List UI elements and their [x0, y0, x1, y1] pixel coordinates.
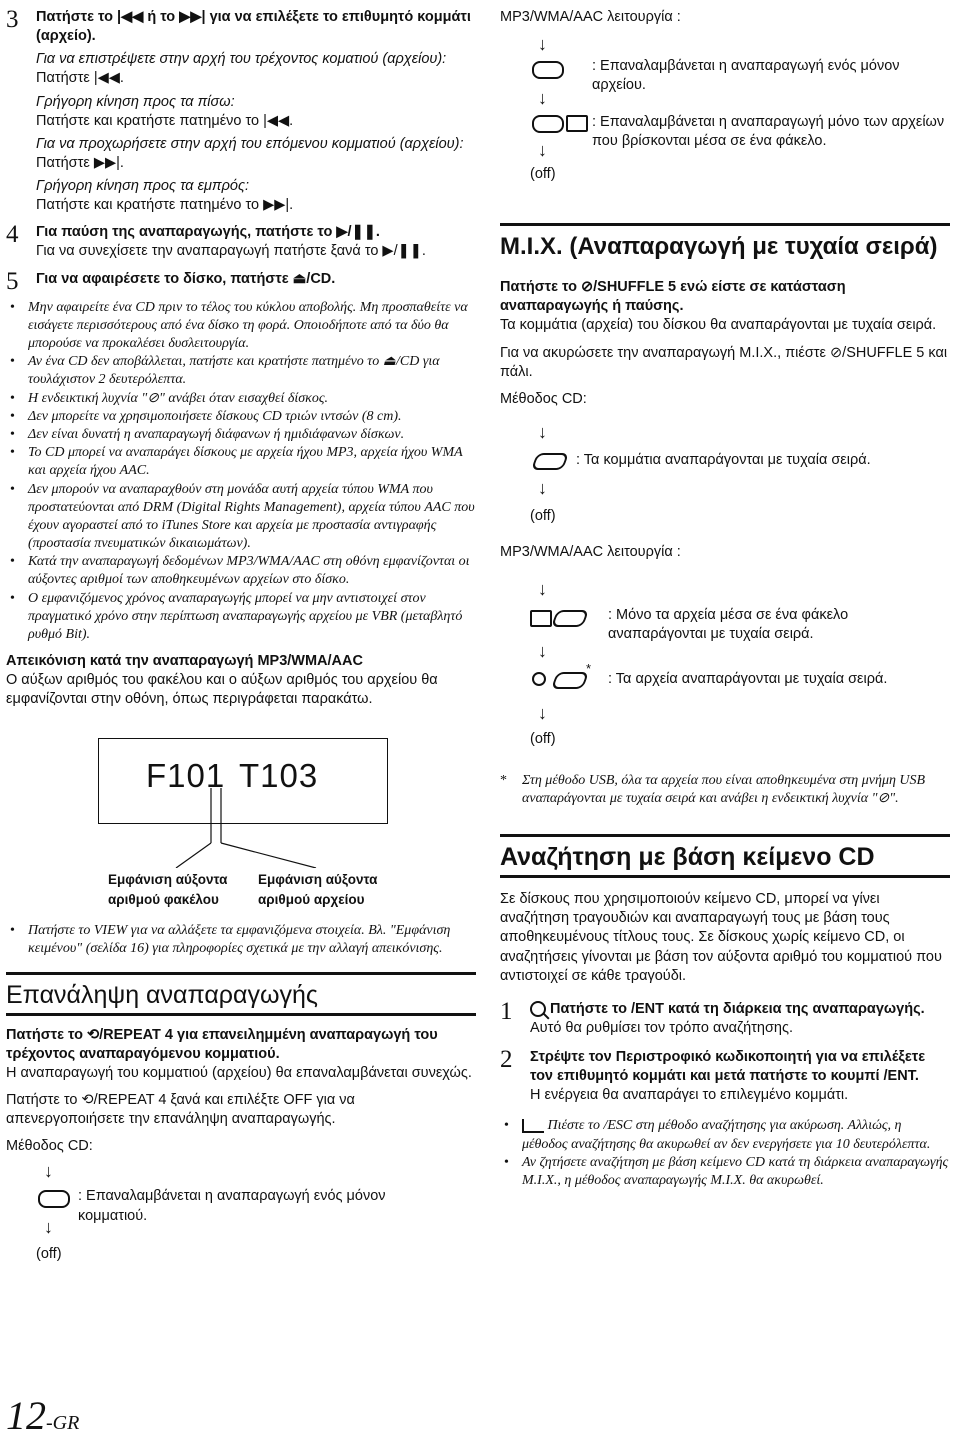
- off-label: (off): [36, 1246, 62, 1263]
- mp3-heading: MP3/WMA/AAC λειτουργία :: [500, 9, 681, 25]
- arrow-down-icon: ↓: [538, 579, 547, 599]
- note-item: • Κατά την αναπαραγωγή δεδομένων MP3/WMA/AAC στη οθόνη εμφανίζονται οι αύξοντες αριθμοί των αποθηκευμένων αρχείων στο δίσκο.: [6, 553, 476, 589]
- asterisk-mark: *: [500, 773, 507, 788]
- sub-body-1: Πατήστε |◀◀.: [36, 70, 124, 87]
- repeat-off: Πατήστε το ⟲/REPEAT 4 ξανά και επιλέξτε OFF για να απενεργοποιήσετε την επανάληψη αναπαραγωγής.: [6, 1092, 355, 1128]
- note-item: • Δεν μπορείτε να χρησιμοποιήσετε δίσκους CD τριών ιντσών (8 cm).: [6, 408, 476, 426]
- folder-number-text: F101: [146, 756, 226, 794]
- sub-instructions: [6, 50, 476, 215]
- folder-icon: [530, 610, 552, 627]
- shuffle-icon: [551, 610, 589, 627]
- shuffle-icon: [551, 672, 589, 689]
- note-item: • Δεν μπορούν να αναπαραχθούν στη μονάδα αυτή αρχεία τύπου WMA που προστατεύονται από DRM (Digital Rights Management), αρχεία τύπου AAC που έχουν αγοραστεί από το iTunes Store και αρχεία με προστασία αντιγραφής (προστασία πνευματικών δικαιωμάτων).: [6, 481, 476, 554]
- left-column: [6, 8, 476, 1272]
- step-4-body: Για να συνεχίσετε την αναπαραγωγή πατήστε ξανά το ▶/❚❚.: [36, 243, 426, 260]
- search-step-2-body: Η ενέργεια θα αναπαράγει το επιλεγμένο κομμάτι.: [530, 1087, 849, 1104]
- page-suffix: -GR: [46, 1412, 80, 1434]
- arrow-down-icon: ↓: [538, 421, 547, 442]
- repeat-icon: [532, 115, 564, 133]
- search-step-1: [500, 997, 950, 1025]
- shuffle-icon: [531, 453, 569, 470]
- repeat-title: Επανάληψη αναπαραγωγής: [6, 972, 476, 1016]
- sub-head-2: Γρήγορη κίνηση προς τα πίσω:: [36, 93, 235, 110]
- repeat-one-desc: : Επαναλαμβάνεται η αναπαραγωγή ενός μόνον αρχείου.: [592, 58, 900, 94]
- arrow-down-icon: ↓: [538, 477, 547, 498]
- file-number-text: T103: [239, 756, 319, 794]
- repeat-cd-sequence: [6, 1162, 476, 1272]
- repeat-body: Η αναπαραγωγή του κομματιού (αρχείου) θα επαναλαμβάνεται συνεχώς.: [6, 1064, 472, 1081]
- search-icon: [530, 1001, 546, 1017]
- sub-head-1: Για να επιστρέψετε στην αρχή του τρέχοντος κοματιού (αρχείου):: [36, 51, 447, 68]
- arrow-down-icon: ↓: [44, 1161, 53, 1182]
- arrow-down-icon: ↓: [538, 34, 547, 55]
- usb-note: [500, 772, 950, 808]
- mix-cd-desc: : Τα κομμάτια αναπαράγονται με τυχαία σειρά.: [576, 451, 871, 468]
- page-footer: [6, 1390, 79, 1443]
- repeat-folder-desc: : Επαναλαμβάνεται η αναπαραγωγή μόνο των αρχείων που βρίσκονται μέσα σε ένα φάκελο.: [592, 114, 945, 150]
- mix-method-cd: Μέθοδος CD:: [500, 390, 587, 407]
- sub-head-3: Για να προχωρήσετε στην αρχή του επόμενου κομματιού (αρχείου):: [36, 135, 464, 152]
- note-item: • Αν ένα CD δεν αποβάλλεται, πατήστε και κρατήστε πατημένο το ⏏/CD για τουλάχιστον 2 δευτερόλεπτα.: [6, 353, 476, 389]
- folder-label: Εμφάνιση αύξοντα αριθμού φακέλου: [108, 871, 228, 908]
- right-column: [500, 8, 950, 1190]
- sub-body-2: Πατήστε και κρατήστε πατημένο το |◀◀.: [36, 112, 294, 129]
- mix-cancel: Για να ακυρώσετε την αναπαραγωγή Μ.Ι.Χ., πιέστε ⊘/SHUFFLE 5 και πάλι.: [500, 344, 948, 380]
- mix-mp3-heading: MP3/WMA/AAC λειτουργία :: [500, 543, 681, 560]
- step-number: 2: [500, 1046, 513, 1073]
- search-step-1-text: Πατήστε το /ENT κατά τη διάρκεια της αναπαραγωγής.: [550, 1000, 925, 1017]
- sub-body-3: Πατήστε ▶▶|.: [36, 154, 124, 171]
- mix-body: Τα κομμάτια (αρχεία) του δίσκου θα αναπαράγονται με τυχαία σειρά.: [500, 317, 937, 334]
- mix-title: Μ.Ι.Χ. (Αναπαραγωγή με τυχαία σειρά): [500, 223, 950, 262]
- arrow-down-icon: ↓: [538, 140, 547, 161]
- step-number: 1: [500, 997, 513, 1025]
- view-note: [6, 922, 476, 958]
- step-number: 5: [6, 267, 19, 295]
- arrow-down-icon: ↓: [538, 641, 547, 661]
- note-item: • Το CD μπορεί να αναπαράγει δίσκους με αρχεία ήχου MP3, αρχεία ήχου WMA και αρχεία ήχου AAC.: [6, 444, 476, 480]
- display-body: Ο αύξων αριθμός του φακέλου και ο αύξων αριθμός του αρχείου θα εμφανίζονται στην οθόνη, όπως περιγράφεται παρακάτω.: [6, 672, 438, 708]
- note-item: • Η ενδεικτική λυχνία "⊘" ανάβει όταν εισαχθεί δίσκος.: [6, 390, 476, 408]
- note-text: Πιέστε το /ESC στη μέθοδο αναζήτησης για ακύρωση. Αλλιώς, η μέθοδος αναζήτησης θα ακυρωθεί αν δεν ενεργήσετε για 10 δευτερόλεπτα.: [522, 1118, 931, 1152]
- mix-all-desc: : Τα αρχεία αναπαράγονται με τυχαία σειρά.: [608, 671, 888, 687]
- notes-list: [6, 299, 476, 645]
- arrow-down-icon: ↓: [538, 703, 547, 723]
- mix-mp3-sequence: [500, 580, 950, 780]
- diagram-lines: [6, 738, 476, 868]
- usb-note-text: Στη μέθοδο USB, όλα τα αρχεία που είναι αποθηκευμένα στη μνήμη USB αναπαράγονται με τυχαία σειρά και ανάβει η ενδεικτική λυχνία "⊘".: [522, 773, 926, 807]
- note-item: • Δεν είναι δυνατή η αναπαραγωγή διάφανων ή ημιδιάφανων δίσκων.: [6, 426, 476, 444]
- display-diagram: [6, 738, 476, 918]
- step-4: [6, 221, 476, 249]
- off-label: (off): [530, 507, 556, 524]
- asterisk-mark: *: [586, 661, 592, 676]
- search-notes: [500, 1117, 950, 1190]
- sub-body-4: Πατήστε και κρατήστε πατημένο το ▶▶|.: [36, 197, 294, 214]
- arrow-down-icon: ↓: [44, 1217, 53, 1238]
- note-item: • Αν ζητήσετε αναζήτηση με βάση κείμενο CD κατά τη διάρκεια αναπαραγωγής Μ.Ι.Χ., η μέθοδος αναπαραγωγής Μ.Ι.Χ. θα ακυρωθεί.: [500, 1154, 950, 1190]
- disc-icon: [532, 672, 546, 686]
- mix-bold: Πατήστε το ⊘/SHUFFLE 5 ενώ είστε σε κατάσταση αναπαραγωγής ή παύσης.: [500, 279, 846, 315]
- note-item: • Μην αφαιρείτε ένα CD πριν το τέλος του κύκλου αποβολής. Μη προσπαθείτε να εισάγετε περισσότερους από ένα δίσκο τη φορά. Οποιοδήποτε από τα δύο θα μπορούσε να προκαλέσει δυσλειτουργία.: [6, 299, 476, 354]
- page-number: 12: [6, 1393, 46, 1438]
- step-3-text: Πατήστε το |◀◀ ή το ▶▶| για να επιλέξετε το επιθυμητό κομμάτι (αρχείο).: [36, 9, 471, 45]
- display-heading: Απεικόνιση κατά την αναπαραγωγή MP3/WMA/AAC: [6, 653, 363, 670]
- repeat-icon: [532, 61, 564, 79]
- note-item: [500, 1117, 950, 1153]
- escape-icon: [522, 1119, 544, 1133]
- repeat-icon: [38, 1190, 70, 1208]
- sub-head-4: Γρήγορη κίνηση προς τα εμπρός:: [36, 178, 250, 194]
- arrow-down-icon: ↓: [538, 88, 547, 109]
- file-label: Εμφάνιση αύξοντα αριθμού αρχείου: [258, 871, 378, 908]
- step-number: 3: [6, 6, 19, 33]
- repeat-bold: Πατήστε το ⟲/REPEAT 4 για επανειλημμένη αναπαραγωγή του τρέχοντος αναπαραγόμενου κομματιού.: [6, 1026, 438, 1062]
- search-step-1-body: Αυτό θα ρυθμίσει τον τρόπο αναζήτησης.: [530, 1019, 794, 1036]
- step-5-text: Για να αφαιρέσετε το δίσκο, πατήστε ⏏/CD.: [36, 270, 336, 287]
- folder-icon: [566, 115, 588, 132]
- repeat-mp3-sequence: [500, 35, 950, 185]
- mix-folder-desc: : Μόνο τα αρχεία μέσα σε ένα φάκελο αναπαράγονται με τυχαία σειρά.: [608, 607, 849, 643]
- search-step-2-text: Στρέψτε τον Περιστροφικό κωδικοποιητή για να επιλέξετε τον επιθυμητό κομμάτι και μετά πατήστε το κουμπί /ENT.: [530, 1049, 926, 1085]
- off-label: (off): [530, 731, 556, 747]
- note-item: • Πατήστε το VIEW για να αλλάξετε τα εμφανιζόμενα στοιχεία. Βλ. "Εμφάνιση κειμένου" (σελίδα 16) για πληροφορίες σχετικά με την αλλαγή απεικόνισης.: [6, 922, 476, 958]
- method-cd: Μέθοδος CD:: [6, 1138, 93, 1155]
- step-5: [6, 267, 476, 295]
- repeat-cd-desc: : Επαναλαμβάνεται η αναπαραγωγή ενός μόνον κομματιού.: [78, 1188, 386, 1224]
- search-step-2: [500, 1048, 950, 1086]
- mix-cd-sequence: [500, 423, 950, 533]
- search-title: Αναζήτηση με βάση κείμενο CD: [500, 834, 950, 878]
- step-number: 4: [6, 221, 19, 249]
- search-body: Σε δίσκους που χρησιμοποιούν κείμενο CD, μπορεί να γίνει αναζήτηση τραγουδιών και αναπαραγωγή τους με βάση τους αποθηκευμένους τίτλους τους. Σε δίσκους χωρίς κείμενο CD, οι αναζητήσεις γίνονται με βάση τον αύξοντα αριθμό του κομματιού που αντιστοιχεί σε κάθε τραγούδι.: [500, 891, 942, 984]
- off-label: (off): [530, 166, 556, 183]
- step-3: [6, 8, 476, 46]
- step-4-text: Για παύση της αναπαραγωγής, πατήστε το ▶/❚❚.: [36, 224, 380, 241]
- note-item: • Ο εμφανιζόμενος χρόνος αναπαραγωγής μπορεί να μην αντιστοιχεί στον πραγματικό χρόνο στην περίπτωση αναπαραγωγής αρχείου με VBR (μεταβλητό ρυθμό Bit).: [6, 590, 476, 645]
